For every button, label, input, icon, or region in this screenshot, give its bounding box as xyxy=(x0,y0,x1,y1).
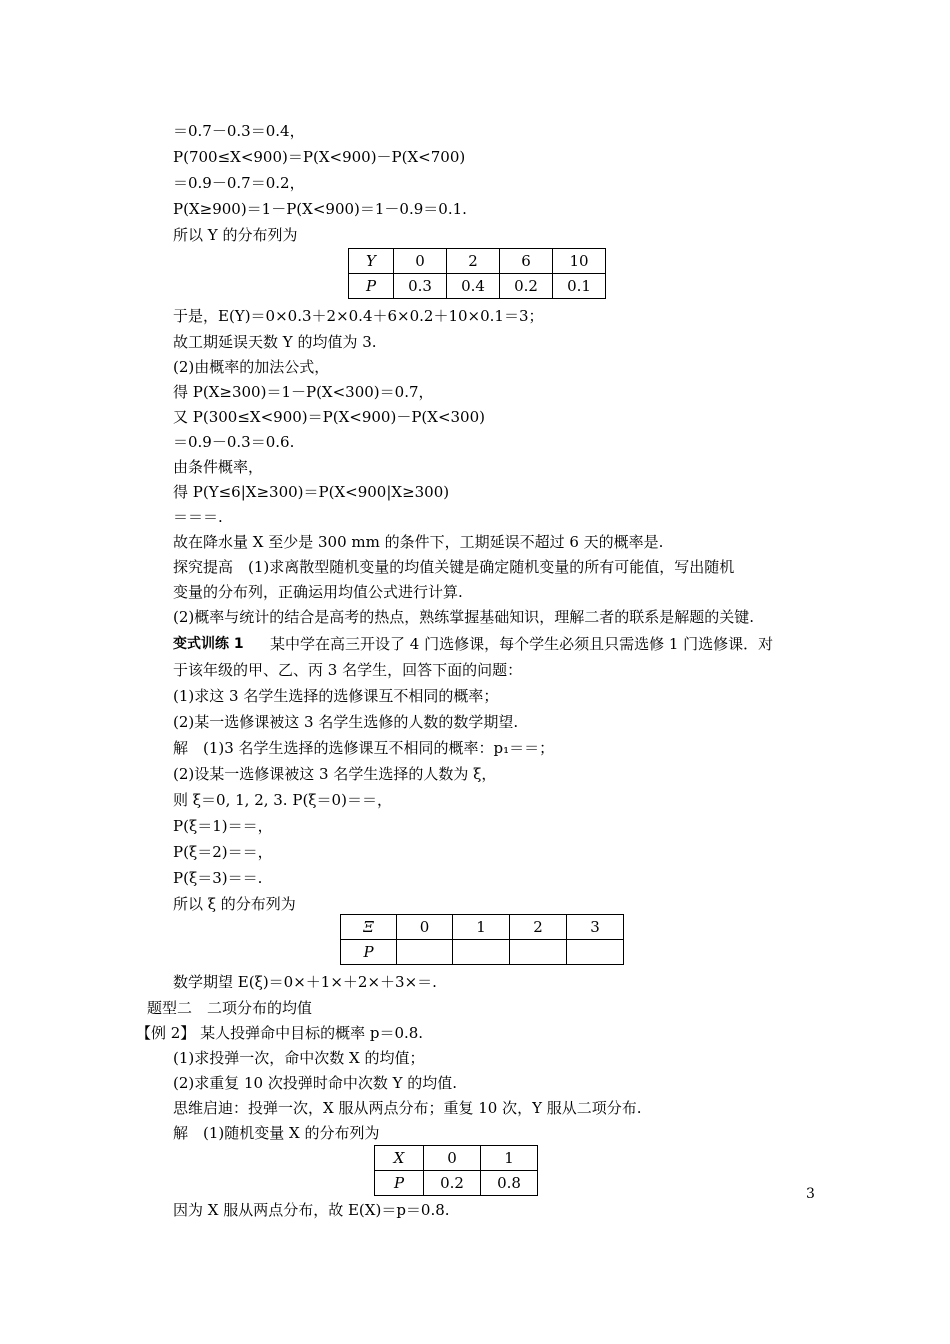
text-line: ＝0.7－0.3＝0.4， xyxy=(173,122,305,140)
xi-distribution-table xyxy=(340,914,624,965)
table-cell: 0 xyxy=(424,1146,481,1171)
table-row xyxy=(375,1146,538,1171)
table-row xyxy=(349,274,606,299)
text-line: 变量的分布列，正确运用均值公式进行计算. xyxy=(173,583,463,601)
text-line: 得 P(Y≤6|X≥300)＝P(X<900|X≥300) xyxy=(173,483,450,501)
text-line: 所以 ξ 的分布列为 xyxy=(173,895,296,913)
text-line: 某中学在高三开设了 4 门选修课，每个学生必须且只需选修 1 门选修课．对 xyxy=(270,635,774,653)
text-line: 于该年级的甲、乙、丙 3 名学生，回答下面的问题： xyxy=(173,661,523,679)
text-line: (2)某一选修课被这 3 名学生选修的人数的数学期望. xyxy=(173,713,519,731)
table-cell: 10 xyxy=(553,249,606,274)
text-line: (2)求重复 10 次投弹时命中次数 Y 的均值. xyxy=(173,1074,458,1092)
text-line: 于是，E(Y)＝0×0.3＋2×0.4＋6×0.2＋10×0.1＝3； xyxy=(173,307,544,325)
variant-training-label: 变式训练 1 xyxy=(173,636,244,652)
text-line: (1)求投弹一次，命中次数 X 的均值； xyxy=(173,1049,425,1067)
table-cell: 2 xyxy=(510,915,567,940)
table-cell: 3 xyxy=(567,915,624,940)
table-cell: Y xyxy=(349,249,394,274)
text-line: (1)求这 3 名学生选择的选修课互不相同的概率； xyxy=(173,687,499,705)
example-heading: 【例 2】 某人投弹命中目标的概率 p＝0.8. xyxy=(136,1024,424,1042)
text-line: (2)概率与统计的结合是高考的热点，熟练掌握基础知识，理解二者的联系是解题的关键. xyxy=(173,608,755,626)
text-line: 故工期延误天数 Y 的均值为 3. xyxy=(173,333,377,351)
text-line: 则 ξ＝0, 1, 2, 3. P(ξ＝0)＝＝， xyxy=(173,791,392,809)
text-line: ＝0.9－0.3＝0.6. xyxy=(173,433,295,451)
table-cell: 0.3 xyxy=(394,274,447,299)
text-line: 又 P(300≤X<900)＝P(X<900)－P(X<300) xyxy=(173,408,485,426)
text-line: 故在降水量 X 至少是 300 mm 的条件下，工期延误不超过 6 天的概率是. xyxy=(173,533,664,551)
table-cell: X xyxy=(375,1146,424,1171)
table-cell: 0.2 xyxy=(500,274,553,299)
table-cell: 0.4 xyxy=(447,274,500,299)
table-cell xyxy=(397,940,453,965)
x-distribution-table xyxy=(374,1145,538,1196)
text-line: 探究提高 (1)求离散型随机变量的均值关键是确定随机变量的所有可能值，写出随机 xyxy=(173,558,735,576)
table-cell xyxy=(510,940,567,965)
table-cell: 0 xyxy=(394,249,447,274)
text-line: 因为 X 服从两点分布，故 E(X)＝p＝0.8. xyxy=(173,1201,450,1219)
text-line: 所以 Y 的分布列为 xyxy=(173,226,298,244)
table-row xyxy=(349,249,606,274)
table-cell: 0.8 xyxy=(481,1171,538,1196)
text-line: P(ξ＝1)＝＝， xyxy=(173,817,273,835)
text-line: 解 (1)随机变量 X 的分布列为 xyxy=(173,1124,380,1142)
text-line: 由条件概率， xyxy=(173,458,264,476)
table-cell: 1 xyxy=(481,1146,538,1171)
text-line: P(700≤X<900)＝P(X<900)－P(X<700) xyxy=(173,148,466,166)
table-cell: 0.2 xyxy=(424,1171,481,1196)
text-line: 思维启迪：投弹一次，X 服从两点分布；重复 10 次，Y 服从二项分布. xyxy=(173,1099,642,1117)
text-line: (2)由概率的加法公式， xyxy=(173,358,330,376)
table-row xyxy=(341,940,624,965)
y-distribution-table xyxy=(348,248,606,299)
table-cell: 2 xyxy=(447,249,500,274)
table-cell: 6 xyxy=(500,249,553,274)
table-cell: P xyxy=(375,1171,424,1196)
text-line: P(X≥900)＝1－P(X<900)＝1－0.9＝0.1. xyxy=(173,200,467,218)
table-cell xyxy=(453,940,510,965)
table-row xyxy=(375,1171,538,1196)
text-line: 数学期望 E(ξ)＝0×＋1×＋2×＋3×＝. xyxy=(173,973,437,991)
table-cell: 0.1 xyxy=(553,274,606,299)
table-row xyxy=(341,915,624,940)
text-line: 得 P(X≥300)＝1－P(X<300)＝0.7， xyxy=(173,383,434,401)
table-cell: 0 xyxy=(397,915,453,940)
text-line: 解 (1)3 名学生选择的选修课互不相同的概率：p₁＝＝； xyxy=(173,739,555,757)
table-cell: P xyxy=(349,274,394,299)
text-line: P(ξ＝3)＝＝. xyxy=(173,869,263,887)
page-number: 3 xyxy=(806,1186,815,1202)
table-cell: P xyxy=(341,940,397,965)
table-cell: Ξ xyxy=(341,915,397,940)
text-line: (2)设某一选修课被这 3 名学生选择的人数为 ξ， xyxy=(173,765,497,783)
text-line: ＝＝＝. xyxy=(173,508,223,526)
table-cell: 1 xyxy=(453,915,510,940)
text-line: P(ξ＝2)＝＝， xyxy=(173,843,273,861)
text-line: ＝0.9－0.7＝0.2， xyxy=(173,174,305,192)
section-heading: 题型二 二项分布的均值 xyxy=(147,999,313,1017)
table-cell xyxy=(567,940,624,965)
